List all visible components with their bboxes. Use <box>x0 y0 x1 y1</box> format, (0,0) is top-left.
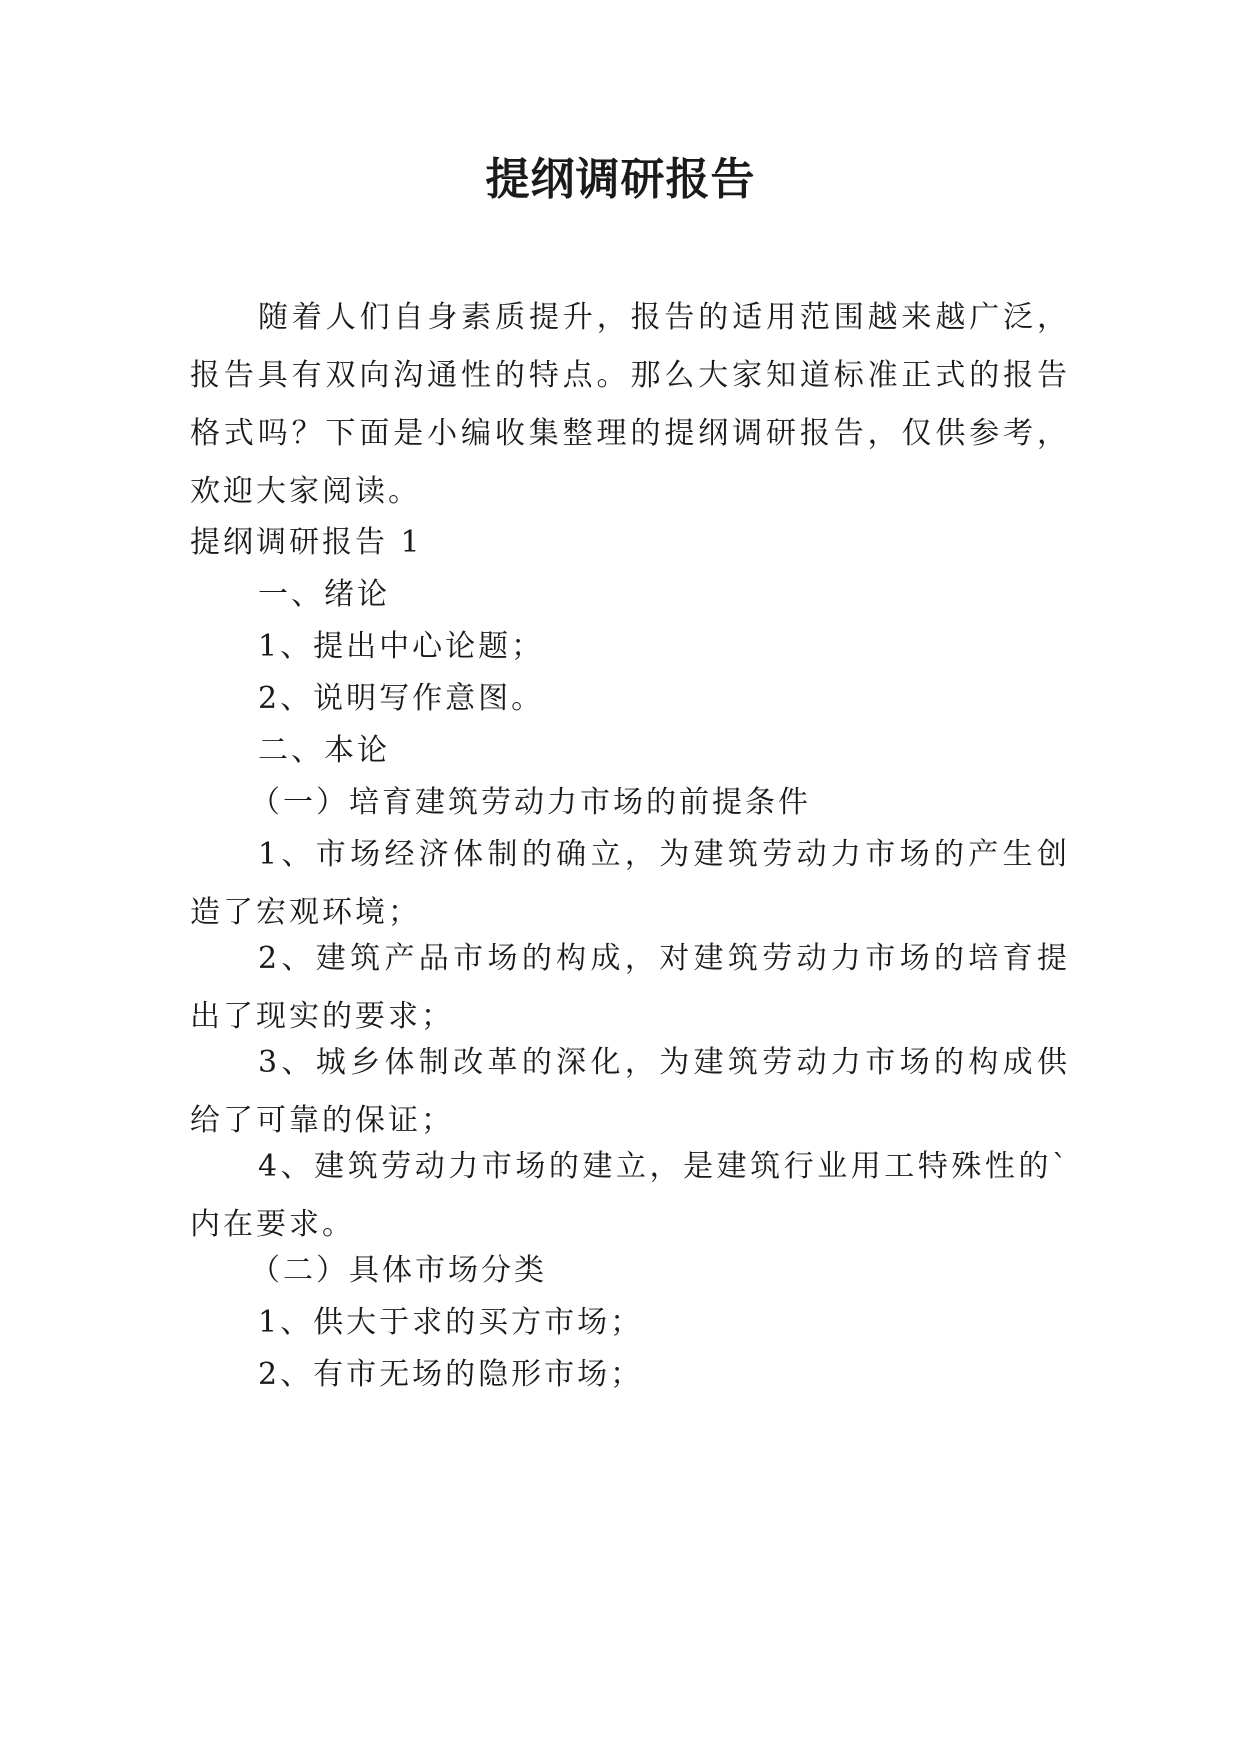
outline-sub1-item4: 4、建筑劳动力市场的建立，是建筑行业用工特殊性的`内在要求。 <box>190 1149 1070 1242</box>
outline-sub1-item3: 3、城乡体制改革的深化，为建筑劳动力市场的构成供给了可靠的保证； <box>190 1045 1070 1138</box>
outline-sub1-item1: 1、市场经济体制的确立，为建筑劳动力市场的产生创造了宏观环境； <box>190 837 1070 930</box>
outline-sub2-item2: 2、有市无场的隐形市场； <box>258 1357 644 1392</box>
outline-sub2-heading: （二）具体市场分类 <box>250 1253 547 1288</box>
outline-part1-item2: 2、说明写作意图。 <box>258 681 545 716</box>
section-heading: 提纲调研报告 1 <box>190 525 423 560</box>
outline-part2-heading: 二、本论 <box>258 733 390 768</box>
outline-sub1-heading: （一）培育建筑劳动力市场的前提条件 <box>250 785 811 820</box>
outline-part1-item1: 1、提出中心论题； <box>258 629 545 664</box>
outline-part1-heading: 一、绪论 <box>258 577 390 612</box>
outline-sub2-item1: 1、供大于求的买方市场； <box>258 1305 644 1340</box>
document-title: 提纲调研报告 <box>485 154 756 205</box>
outline-sub1-item2: 2、建筑产品市场的构成，对建筑劳动力市场的培育提出了现实的要求； <box>190 941 1070 1034</box>
intro-paragraph: 随着人们自身素质提升，报告的适用范围越来越广泛，报告具有双向沟通性的特点。那么大家知道标准正式的报告格式吗？下面是小编收集整理的提纲调研报告，仅供参考，欢迎大家阅读。 <box>190 300 1070 509</box>
